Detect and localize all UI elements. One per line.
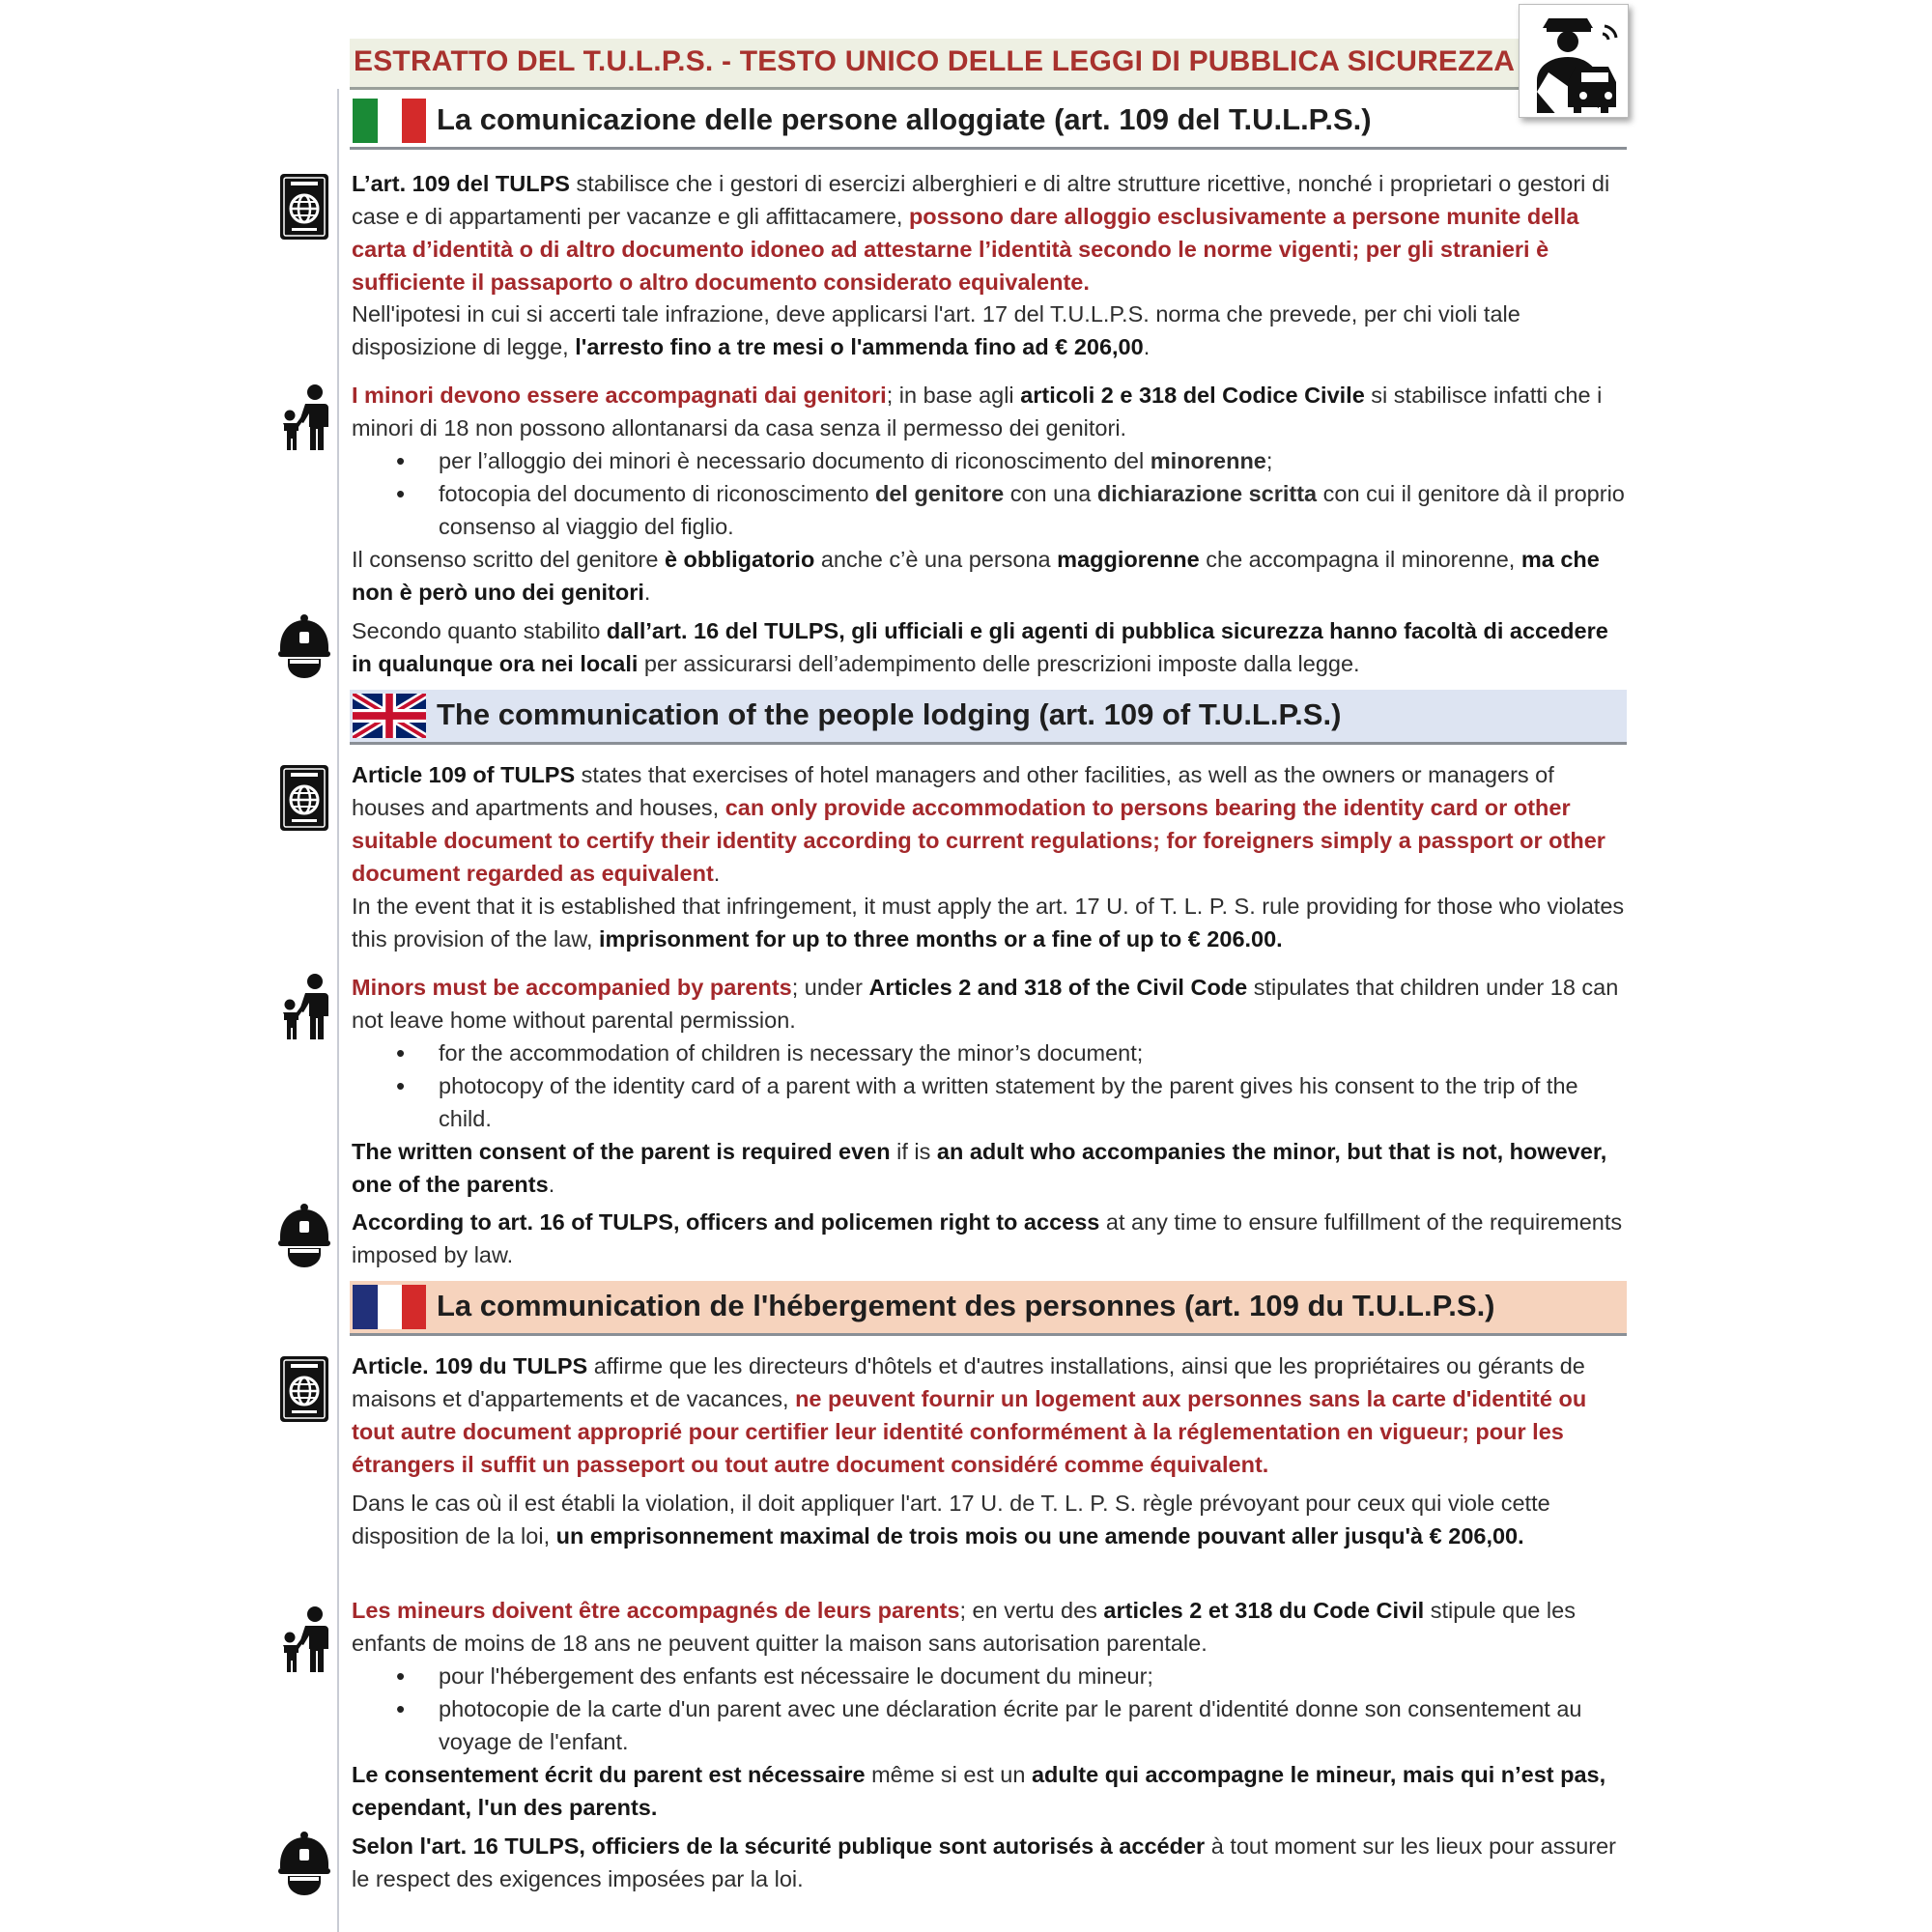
- it-paragraph-penalty: Nell'ipotesi in cui si accerti tale infrazione, deve applicarsi l'art. 17 del T.U.L.P.S. norma che prevede, per chi violi tale disposizione di legge, l'arresto fino a tre mesi o l'ammenda fino ad € 206,00.: [352, 301, 1520, 359]
- list-item: • pour l'hébergement des enfants est nécessaire le document du mineur;: [352, 1660, 1625, 1692]
- list-item: • for the accommodation of children is necessary the minor’s document;: [352, 1037, 1625, 1069]
- section-title-italian: La comunicazione delle persone alloggiate (art. 109 del T.U.L.P.S.): [437, 102, 1372, 136]
- fr-paragraph-penalty: Dans le cas où il est établi la violation, il doit appliquer l'art. 17 U. de T. L. P. S. règle prévoyant pour ceux qui viole cette disposition de la loi, un emprisonnement maximal de trois mois ou une amende pouvant aller jusqu'à € 206,00.: [352, 1491, 1550, 1548]
- police-helmet-icon: [276, 612, 332, 682]
- parent-child-icon: [276, 1605, 332, 1674]
- en-paragraph-art16: According to art. 16 of TULPS, officers and policemen right to access at any time to ensure fulfillment of the requirements imposed by law.: [352, 1209, 1623, 1267]
- list-item: • photocopie de la carte d'un parent avec une déclaration écrite par le parent d'identité donne son consentement au voyage de l'enfant.: [352, 1692, 1625, 1758]
- fr-requirements-list: [352, 1660, 1625, 1758]
- police-helmet-icon: [276, 1202, 332, 1271]
- section-title-english: The communication of the people lodging (art. 109 of T.U.L.P.S.): [437, 697, 1342, 731]
- en-paragraph-penalty: In the event that it is established that infringement, it must apply the art. 17 U. of T. L. P. S. rule providing for those who violates this provision of the law, imprisonment for up to three months or a fine of up to € 206.00.: [352, 894, 1625, 952]
- fr-paragraph-art109: Article. 109 du TULPS affirme que les directeurs d'hôtels et d'autres installations, ainsi que les propriétaires ou gérants de maisons et d'appartements et de vacances, ne peuvent fournir un logement aux personnes sans la carte d'identité ou tout autre document approprié pour certifier leur identité conformément à la réglementation en vigueur; pour les étrangers il suffit un passeport ou tout autre document considéré comme équivalent.: [352, 1353, 1587, 1477]
- margin-rule: [337, 89, 339, 1932]
- france-flag-icon: [353, 1285, 426, 1329]
- en-paragraph-art109: Article 109 of TULPS states that exercises of hotel managers and other facilities, as well as the owners or managers of houses and apartments and houses, can only provide accommodation to persons bearing the identity card or other suitable document to certify their identity according to current regulations; for foreigners simply a passport or other document regarded as equivalent.: [352, 762, 1605, 886]
- passport-icon: [276, 1354, 332, 1424]
- fr-paragraph-art16: Selon l'art. 16 TULPS, officiers de la sécurité publique sont autorisés à accéder à tout moment sur les lieux pour assurer le respect des exigences imposées par la loi.: [352, 1833, 1617, 1891]
- italy-flag-icon: [353, 99, 426, 143]
- it-paragraph-minors: I minori devono essere accompagnati dai genitori; in base agli articoli 2 e 318 del Codice Civile si stabilisce infatti che i minori di 18 non possono allontanarsi da casa senza il permesso dei genitori.: [352, 383, 1603, 440]
- en-paragraph-minors: Minors must be accompanied by parents; under Articles 2 and 318 of the Civil Code stipulates that children under 18 can not leave home without parental permission.: [352, 975, 1619, 1033]
- passport-icon: [276, 172, 332, 242]
- page-title: ESTRATTO DEL T.U.L.P.S. - TESTO UNICO DELLE LEGGI DI PUBBLICA SICUREZZA: [354, 45, 1516, 77]
- section-heading-french: [350, 1281, 1627, 1336]
- fr-paragraph-consent: Le consentement écrit du parent est nécessaire même si est un adulte qui accompagne le mineur, mais qui n’est pas, cependant, l'un des parents.: [352, 1762, 1606, 1820]
- police-helmet-icon: [276, 1830, 332, 1899]
- section-heading-english: [350, 690, 1627, 745]
- section-title-french: La communication de l'hébergement des personnes (art. 109 du T.U.L.P.S.): [437, 1289, 1495, 1322]
- list-item: • fotocopia del documento di riconoscimento del genitore con una dichiarazione scritta con cui il genitore dà il proprio consenso al viaggio del figlio.: [352, 477, 1625, 543]
- it-requirements-list: [352, 444, 1625, 543]
- it-paragraph-art16: Secondo quanto stabilito dall’art. 16 del TULPS, gli ufficiali e gli agenti di pubblica sicurezza hanno facoltà di accedere in qualunque ora nei locali per assicurarsi dell’adempimento delle prescrizioni imposte dalla legge.: [352, 618, 1608, 676]
- parent-child-icon: [276, 383, 332, 452]
- header-bar: [350, 39, 1520, 90]
- list-item: • photocopy of the identity card of a parent with a written statement by the parent gives his consent to the trip of the child.: [352, 1069, 1625, 1135]
- passport-icon: [276, 763, 332, 833]
- fr-paragraph-minors: Les mineurs doivent être accompagnés de leurs parents; en vertu des articles 2 et 318 du Code Civil stipule que les enfants de moins de 18 ans ne peuvent quitter la maison sans autorisation parentale.: [352, 1598, 1576, 1656]
- it-paragraph-art109: L’art. 109 del TULPS stabilisce che i gestori di esercizi alberghieri e di altre strutture ricettive, nonché i proprietari o gestori di case e di appartamenti per vacanze e gli affittacamere, possono dare alloggio esclusivamente a persone munite della carta d’identità o di altro documento idoneo ad attestarne l’identità secondo le norme vigenti; per gli stranieri è sufficiente il passaporto o altro documento considerato equivalente.: [352, 171, 1610, 295]
- list-item: • per l’alloggio dei minori è necessario documento di riconoscimento del minorenne;: [352, 444, 1625, 477]
- en-requirements-list: [352, 1037, 1625, 1135]
- en-paragraph-consent: The written consent of the parent is required even if is an adult who accompanies the minor, but that is not, however, one of the parents.: [352, 1139, 1607, 1197]
- it-paragraph-consent: Il consenso scritto del genitore è obbligatorio anche c’è una persona maggiorenne che accompagna il minorenne, ma che non è però uno dei genitori.: [352, 547, 1600, 605]
- parent-child-icon: [276, 972, 332, 1041]
- uk-flag-icon: [353, 694, 426, 738]
- section-heading-italian: [350, 95, 1627, 150]
